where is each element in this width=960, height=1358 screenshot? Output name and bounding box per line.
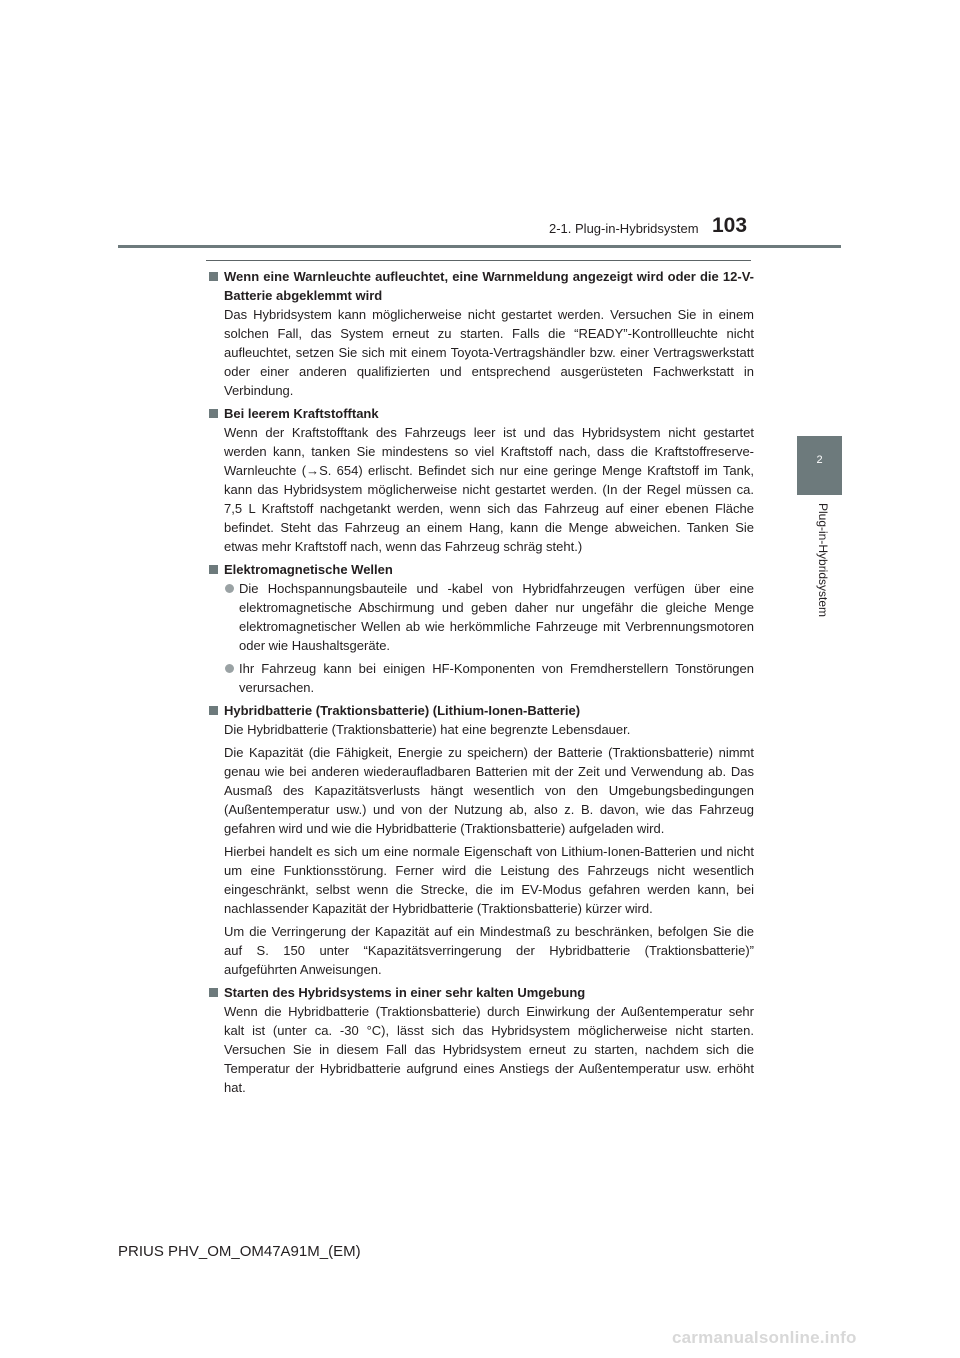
paragraph: Um die Verringerung der Kapazität auf ein Mindestmaß zu beschränken, befolgen Sie die auf S. 150 unter “Kapazitätsverringerung der Hybridbatterie (Traktionsbatterie)” aufgeführten Anweisungen. [224, 924, 754, 977]
section-heading: Bei leerem Kraftstofftank [224, 406, 379, 421]
round-bullet-icon [225, 584, 234, 593]
section-warning-light [208, 267, 754, 400]
paragraph: Die Hybridbatterie (Traktionsbatterie) hat eine begrenzte Lebensdauer. [224, 722, 631, 737]
square-bullet-icon [209, 565, 218, 574]
document-code: PRIUS PHV_OM_OM47A91M_(EM) [118, 1243, 361, 1260]
paragraph: Wenn der Kraftstofftank des Fahrzeugs leer ist und das Hybridsystem nicht gestartet werden kann, tanken Sie mindestens so viel Kraftstoff nach, dass die Kraftstoffreserve-Warnleuchte (→S. 654) erlischt. Befindet sich nur eine geringe Menge Kraftstoff im Tank, kann das Hybridsystem möglicherweise nicht gestartet werden. (In der Regel müssen ca. 7,5 L Kraftstoff nachgetankt werden, wenn sich das Fahrzeug auf einer ebenen Fläche befindet. Steht das Fahrzeug an einem Hang, kann die Menge abweichen. Tanken Sie etwas mehr Kraftstoff nach, wenn das Fahrzeug schräg steht.) [224, 425, 754, 554]
section-empty-tank [208, 404, 754, 556]
section-heading: Wenn eine Warnleuchte aufleuchtet, eine Warnmeldung angezeigt wird oder die 12-V-Batterie abgeklemmt wird [224, 269, 754, 303]
paragraph: Das Hybridsystem kann möglicherweise nicht gestartet werden. Versuchen Sie in einem solchen Fall, das System erneut zu starten. Falls die “READY”-Kontrollleuchte nicht aufleuchtet, setzen Sie sich mit einem Toyota-Vertragshändler bzw. einer Vertragswerkstatt oder einer anderen qualifizierten und entsprechend ausgerüsteten Fachwerkstatt in Verbindung. [224, 307, 754, 398]
square-bullet-icon [209, 272, 218, 281]
list-item: Die Hochspannungsbauteile und -kabel von Hybridfahrzeugen verfügen über eine elektromagnetische Abschirmung und geben daher nur ungefähr die gleiche Menge elektromagnetischer Wellen ab wie herkömmliche Fahrzeuge mit Verbrennungsmotoren oder wie Haushaltsgeräte. [208, 579, 754, 655]
square-bullet-icon [209, 409, 218, 418]
section-em-waves [208, 560, 754, 697]
section-hybrid-battery [208, 701, 754, 979]
page-content [208, 267, 754, 1101]
paragraph: Hierbei handelt es sich um eine normale Eigenschaft von Lithium-Ionen-Batterien und nicht um eine Funktionsstörung. Ferner wird die Leistung des Fahrzeugs nicht wesentlich eingeschränkt, selbst wenn die Strecke, die im EV-Modus gefahren werden kann, bei nachlassender Kapazität der Hybridbatterie (Traktionsbatterie) kürzer wird. [224, 844, 754, 916]
chapter-tab-label: Plug-in-Hybridsystem [816, 503, 830, 618]
page-number: 103 [712, 214, 748, 237]
round-bullet-icon [225, 664, 234, 673]
content-rule [206, 260, 751, 261]
watermark: carmanualsonline.info [672, 1328, 857, 1347]
list-item: Ihr Fahrzeug kann bei einigen HF-Komponenten von Fremdherstellern Tonstörungen verursachen. [208, 659, 754, 697]
paragraph: Wenn die Hybridbatterie (Traktionsbatterie) durch Einwirkung der Außentemperatur sehr kalt ist (unter ca. -30 °C), lässt sich das Hybridsystem möglicherweise nicht starten. Versuchen Sie in diesem Fall das Hybridsystem erneut zu starten, nachdem sich die Temperatur der Hybridbatterie aufgrund eines Anstiegs der Außentemperatur usw. erhöht hat. [224, 1004, 754, 1095]
header-rule [118, 245, 841, 248]
section-heading: Starten des Hybridsystems in einer sehr kalten Umgebung [224, 985, 586, 1000]
section-title: 2-1. Plug-in-Hybridsystem [549, 221, 699, 236]
section-heading: Elektromagnetische Wellen [224, 562, 393, 577]
paragraph: Die Kapazität (die Fähigkeit, Energie zu speichern) der Batterie (Traktionsbatterie) nimmt genau wie bei anderen wiederaufladbaren Batterien mit der Zeit und Verwendung ab. Das Ausmaß des Kapazitätsverlusts hängt wesentlich von den Umgebungsbedingungen (Außentemperatur usw.) und von der Nutzung ab, also z. B. davon, wie das Fahrzeug gefahren wird und wie die Hybridbatterie (Traktionsbatterie) aufgeladen wird. [224, 745, 754, 836]
section-heading: Hybridbatterie (Traktionsbatterie) (Lithium-Ionen-Batterie) [224, 703, 581, 718]
section-cold-start [208, 983, 754, 1097]
square-bullet-icon [209, 988, 218, 997]
chapter-tab-number: 2 [816, 454, 823, 466]
square-bullet-icon [209, 706, 218, 715]
